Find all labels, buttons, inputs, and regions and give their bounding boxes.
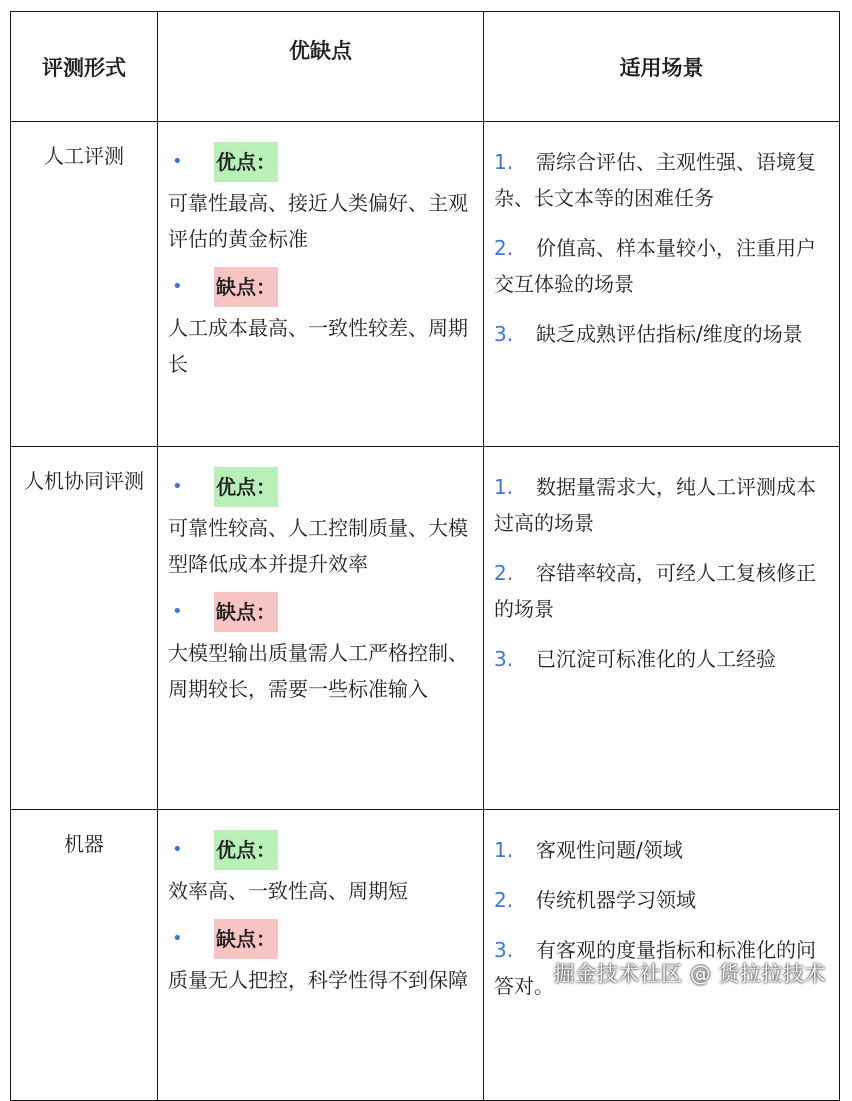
scenario-number: 3. xyxy=(494,322,514,346)
cons-text: 大模型输出质量需人工严格控制、周期较长，需要一些标准输入 xyxy=(168,641,468,701)
watermark: 掘金技术社区 @ 货拉拉技术 xyxy=(553,962,826,986)
bullet-icon: • xyxy=(172,276,183,297)
table-row xyxy=(11,810,840,1101)
cons-label: 缺点： xyxy=(214,919,278,959)
mode-cell: 人工评测 xyxy=(11,122,158,447)
scenarios-cell xyxy=(484,122,840,447)
bullet-icon: • xyxy=(172,928,183,949)
scenario-number: 2. xyxy=(494,236,514,260)
scenario-number: 2. xyxy=(494,561,514,585)
cons-label: 缺点： xyxy=(214,267,278,307)
table-row xyxy=(11,447,840,810)
header-scenarios: 适用场景 xyxy=(484,12,840,122)
cons-text: 质量无人把控，科学性得不到保障 xyxy=(168,968,468,992)
scenario-text: 有客观的度量指标和标准化的问答对。 xyxy=(494,938,816,998)
scenarios-cell xyxy=(484,810,840,1101)
scenario-item xyxy=(494,555,829,627)
scenario-text: 缺乏成熟评估指标/维度的场景 xyxy=(536,322,803,346)
mode-cell: 机器 xyxy=(11,810,158,1101)
pros-cons-cell xyxy=(158,810,484,1101)
scenario-text: 客观性问题/领域 xyxy=(536,838,683,862)
scenario-item xyxy=(494,832,829,868)
cons-bullet xyxy=(168,269,473,305)
bullet-icon: • xyxy=(172,601,183,622)
evaluation-comparison-table xyxy=(10,11,840,1101)
pros-text: 可靠性较高、人工控制质量、大模型降低成本并提升效率 xyxy=(168,516,468,576)
bullet-icon: • xyxy=(172,476,183,497)
pros-cons-cell xyxy=(158,447,484,810)
pros-text: 效率高、一致性高、周期短 xyxy=(168,879,408,903)
bullet-icon: • xyxy=(172,839,183,860)
scenario-item xyxy=(494,469,829,541)
pros-label: 优点： xyxy=(214,467,278,507)
scenario-number: 1. xyxy=(494,150,514,174)
scenario-text: 传统机器学习领域 xyxy=(536,888,696,912)
header-mode: 评测形式 xyxy=(11,12,158,122)
scenario-number: 1. xyxy=(494,475,514,499)
scenario-text: 容错率较高，可经人工复核修正的场景 xyxy=(494,561,816,621)
pros-bullet xyxy=(168,469,473,505)
scenarios-cell xyxy=(484,447,840,810)
cons-bullet xyxy=(168,921,473,957)
scenario-item xyxy=(494,230,829,302)
bullet-icon: • xyxy=(172,151,183,172)
pros-label: 优点： xyxy=(214,142,278,182)
scenario-number: 3. xyxy=(494,938,514,962)
table-row xyxy=(11,122,840,447)
scenario-text: 数据量需求大，纯人工评测成本过高的场景 xyxy=(494,475,816,535)
scenario-item xyxy=(494,144,829,216)
pros-bullet xyxy=(168,832,473,868)
header-pros-cons: 优缺点 xyxy=(158,12,484,122)
scenario-number: 1. xyxy=(494,838,514,862)
pros-label: 优点： xyxy=(214,830,278,870)
scenario-text: 已沉淀可标准化的人工经验 xyxy=(536,647,776,671)
pros-bullet xyxy=(168,144,473,180)
scenario-item xyxy=(494,882,829,918)
scenario-number: 2. xyxy=(494,888,514,912)
scenario-item xyxy=(494,641,829,677)
cons-label: 缺点： xyxy=(214,592,278,632)
scenario-text: 价值高、样本量较小，注重用户交互体验的场景 xyxy=(494,236,816,296)
mode-cell: 人机协同评测 xyxy=(11,447,158,810)
cons-text: 人工成本最高、一致性较差、周期长 xyxy=(168,316,468,376)
scenario-text: 需综合评估、主观性强、语境复杂、长文本等的困难任务 xyxy=(494,150,816,210)
pros-text: 可靠性最高、接近人类偏好、主观评估的黄金标准 xyxy=(168,191,468,251)
scenario-item xyxy=(494,316,829,352)
header-row xyxy=(11,12,840,122)
pros-cons-cell xyxy=(158,122,484,447)
scenario-number: 3. xyxy=(494,647,514,671)
cons-bullet xyxy=(168,594,473,630)
